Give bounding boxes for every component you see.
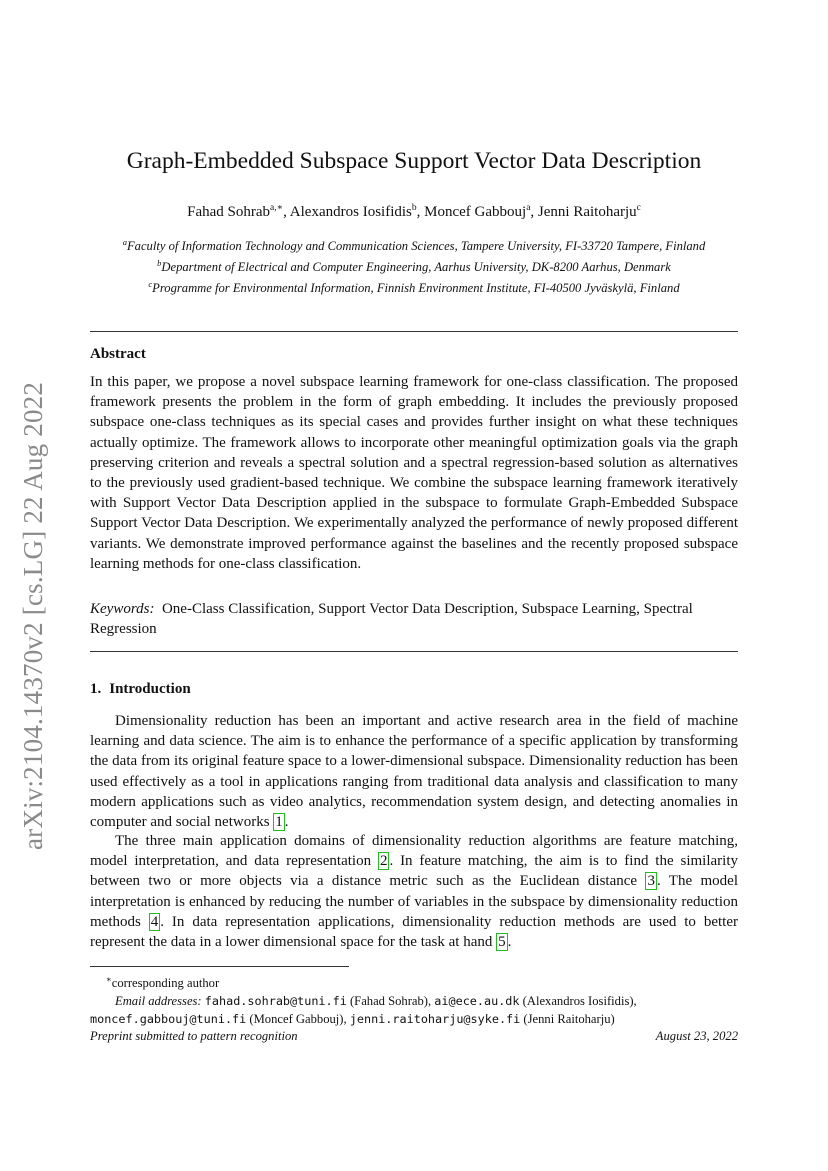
intro-paragraph-1: Dimensionality reduction has been an important and active research area in the field of machine learning and data science. The aim is to enhance the performance of a specific application by transforming the data from its original feature space to a lower-dimensional subspace. Dimensionality reduction has been used effectively as a tool in applications ranging from traditional data analysis and classification to many modern applications such as video analytics, recommendation system design, and detecting anomalies in computer and social networks 1 . bbox=[90, 713, 738, 831]
affiliation-c: $^c$Programme for Environmental Information, Finnish Environment Institute, FI-40500 Jyväskylä, Finland bbox=[148, 278, 680, 295]
email-link[interactable]: jenni.raitoharju@syke.fi bbox=[349, 1012, 521, 1027]
keywords-label: Keywords: bbox=[90, 601, 155, 617]
affiliation-b: $^b$Department of Electrical and Computer Engineering, Aarhus University, DK-8200 Aarhus, Denmark bbox=[157, 257, 671, 274]
author-list bbox=[90, 202, 738, 221]
author-0: Fahad Sohrab$^{a,∗}$, bbox=[187, 203, 290, 220]
preprint-note: Preprint submitted to pattern recognition bbox=[90, 1029, 298, 1043]
citation-link[interactable]: 2 bbox=[379, 853, 388, 870]
author-2: Moncef Gabbouj$^a$, bbox=[424, 203, 538, 220]
keywords bbox=[90, 599, 738, 639]
author-1: Alexandros Iosifidis$^b$, bbox=[289, 203, 425, 220]
paper-title: Graph-Embedded Subspace Support Vector Data Description bbox=[126, 148, 702, 174]
footnote-corresponding: ∗corresponding author bbox=[106, 974, 220, 991]
citation-link[interactable]: 1 bbox=[275, 814, 283, 831]
email-label: Email addresses: bbox=[115, 994, 202, 1009]
preprint-date: August 23, 2022 bbox=[655, 1029, 738, 1043]
affiliations bbox=[90, 234, 738, 296]
citation-link[interactable]: 3 bbox=[647, 873, 655, 890]
abstract-text: In this paper, we propose a novel subspace learning framework for one-class classification. The proposed framework presents the problem in the form of graph embedding. It includes the previously proposed subspace one-class techniques as its special cases and provides further insight on what these techniques actually optimize. The framework allows to incorporate other meaningful optimization goals via the graph preserving criterion and reveals a spectral solution and a spectral regression-based solution as alternatives to the previously used gradient-based technique. We combine the subspace learning framework iteratively with Support Vector Data Description applied in the subspace to formulate Graph-Embedded Subspace Support Vector Data Description. We experimentally analyzed the performance of newly proposed different variants. We demonstrate improved performance against the baselines and the recently proposed subspace learning methods for one-class classification. bbox=[90, 374, 738, 572]
footnote-rule bbox=[90, 966, 349, 967]
email-link[interactable]: ai@ece.au.dk bbox=[434, 994, 520, 1009]
citation-link[interactable]: 4 bbox=[150, 913, 159, 930]
section-number: 1. bbox=[90, 681, 102, 697]
intro-paragraph-2: The three main application domains of dimensionality reduction algorithms are feature matching, model interpretation, and data representation 2 . In feature matching, the aim is to find the similarity between two or more objects via a distance metric such as the Euclidean distance 3 . The model interpretation is enhanced by reducing the number of variables in the subspace by dimensionality reduction methods 4 . In data representation applications, dimensionality reduction methods are used to better represent the data in a lower dimensional space for the task at hand 5 . bbox=[90, 833, 739, 951]
abstract-top-rule bbox=[90, 331, 738, 332]
affiliation-a: $^a$Faculty of Information Technology and Communication Sciences, Tampere University, FI-33720 Tampere, Finland bbox=[122, 237, 706, 254]
footnote bbox=[90, 970, 738, 1028]
keywords-text: One-Class Classification, Support Vector Data Description, Subspace Learning, Spectral Regression bbox=[90, 601, 693, 638]
section-heading-introduction bbox=[90, 681, 191, 698]
abstract-bottom-rule bbox=[90, 651, 738, 652]
email-link[interactable]: moncef.gabbouj@tuni.fi bbox=[90, 1012, 247, 1027]
abstract-heading: Abstract bbox=[90, 346, 146, 362]
arxiv-identifier-text: arXiv:2104.14370v2 [cs.LG] 22 Aug 2022 bbox=[18, 381, 48, 850]
footnote-emails: Email addresses: fahad.sohrab@tuni.fi (Fahad Sohrab), ai@ece.au.dk (Alexandros Iosifidis), moncef.gabbouj@tuni.fi (Moncef Gabbouj), jenni.raitoharju@syke.fi (Jenni Raitoharju) bbox=[90, 994, 637, 1027]
author-3: Jenni Raitoharju$^c$ bbox=[537, 203, 641, 220]
citation-link[interactable]: 5 bbox=[498, 934, 506, 951]
email-link[interactable]: fahad.sohrab@tuni.fi bbox=[204, 994, 347, 1009]
section-title: Introduction bbox=[109, 681, 191, 697]
